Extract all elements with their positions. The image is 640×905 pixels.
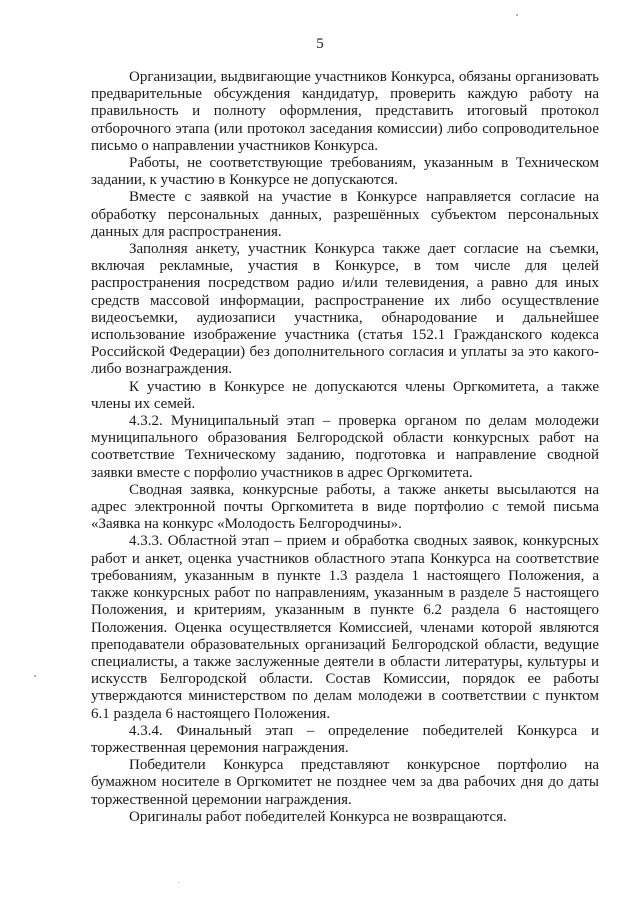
scan-speck: [34, 675, 36, 677]
paragraph: Победители Конкурса представляют конкурсное портфолио на бумажном носителе в Оргкомитет не позднее чем за два рабочих дня до даты торжественной церемонии награждения.: [91, 757, 599, 808]
scan-speck: [178, 882, 179, 883]
paragraph: 4.3.3. Областной этап – прием и обработка сводных заявок, конкурсных работ и анкет, оценка участников областного этапа Конкурса на соответствие требованиям, указанным в пункте 1.3 раздела 1 настоящего Положения, а также конкурсных работ по направлениям, указанным в разделе 5 настоящего Положения, и критериям, указанным в пункте 6.2 раздела 6 настоящего Положения. Оценка осуществляется Комиссией, членами которой являются преподаватели образовательных организаций Белгородской области, ведущие специалисты, а также заслуженные деятели в области литературы, культуры и искусств Белгородской области. Состав Комиссии, порядок ее работы утверждаются министерством по делам молодежи в соответствии с пунктом 6.1 раздела 6 настоящего Положения.: [91, 533, 599, 722]
scan-speck: [516, 14, 518, 16]
paragraph: К участию в Конкурсе не допускаются члены Оргкомитета, а также члены их семей.: [91, 378, 599, 412]
paragraph: Организации, выдвигающие участников Конкурса, обязаны организовать предварительные обсуждения кандидатур, проверить каждую работу на правильность и полноту оформления, представить итоговый протокол отборочного этапа (или протокол заседания комиссии) либо сопроводительное письмо о направлении участников Конкурса.: [91, 69, 599, 154]
paragraph: Работы, не соответствующие требованиям, указанным в Техническом задании, к участию в Конкурсе не допускаются.: [91, 155, 599, 189]
paragraph: Заполняя анкету, участник Конкурса также дает согласие на съемки, включая рекламные, участия в Конкурсе, в том числе для целей распространения посредством радио и/или телевидения, а равно для иных средств массовой информации, распространение их либо осуществление видеосъемки, аудиозаписи участника, обнародование и дальнейшее использование изображение участника (статья 152.1 Гражданского кодекса Российской Федерации) без дополнительного согласия и уплаты за это какого-либо вознаграждения.: [91, 241, 599, 378]
page-number: 5: [316, 36, 324, 52]
paragraph: 4.3.2. Муниципальный этап – проверка органом по делам молодежи муниципального образования Белгородской области конкурсных работ на соответствие Техническому заданию, подготовка и направление сводной заявки вместе с порфолио участников в адрес Оргкомитета.: [91, 413, 599, 481]
document-body: [91, 69, 599, 826]
paragraph: Сводная заявка, конкурсные работы, а также анкеты высылаются на адрес электронной почты Оргкомитета в виде портфолио с темой письма «Заявка на конкурс «Молодость Белгородчины».: [91, 481, 599, 533]
paragraph: Оригиналы работ победителей Конкурса не возвращаются.: [129, 808, 507, 825]
paragraph: Вместе с заявкой на участие в Конкурсе направляется согласие на обработку персональных данных, разрешённых субъектом персональных данных для распространения.: [91, 189, 599, 240]
paragraph: 4.3.4. Финальный этап – определение победителей Конкурса и торжественная церемония награждения.: [91, 722, 599, 756]
